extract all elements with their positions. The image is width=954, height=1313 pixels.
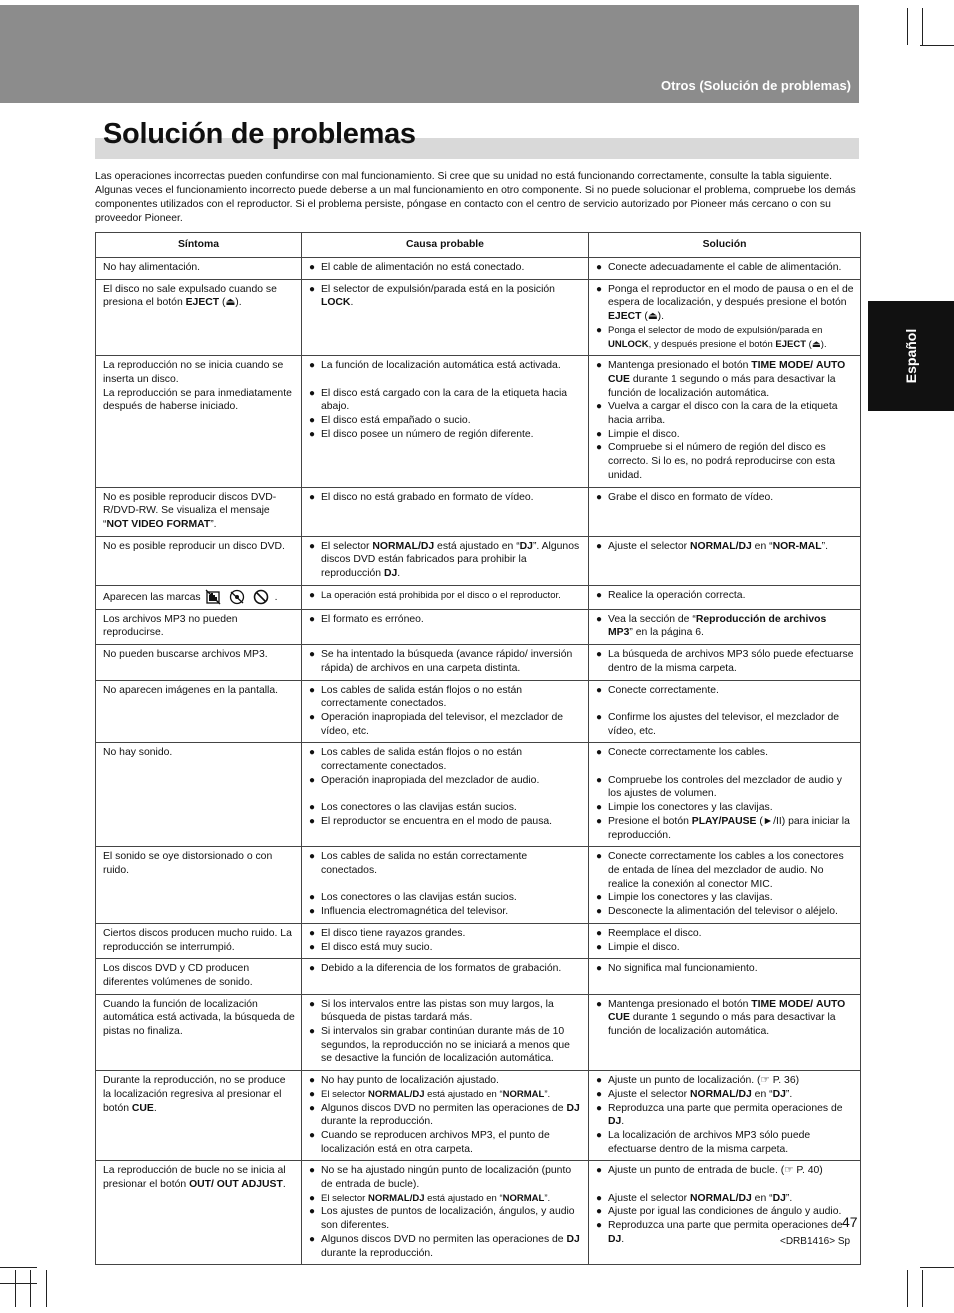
crop-mark bbox=[920, 1267, 954, 1268]
cause-cell bbox=[302, 645, 589, 680]
solution-item: ● Limpie los conectores y las clavijas. bbox=[596, 801, 854, 815]
solution-item: ● Limpie el disco. bbox=[596, 941, 854, 955]
solution-item: ● Desconecte la alimentación del televisor o aléjelo. bbox=[596, 905, 854, 919]
symptom-text: El disco no sale expulsado cuando se presiona el botón EJECT (⏏). bbox=[103, 283, 277, 309]
table-row bbox=[96, 585, 861, 609]
cause-list bbox=[309, 850, 582, 919]
solution-list bbox=[596, 283, 854, 352]
cause-item: ● Los conectores o las clavijas están sucios. bbox=[309, 891, 582, 905]
symptom-cell bbox=[96, 536, 302, 585]
language-tab-label: Español bbox=[903, 328, 919, 384]
table-row bbox=[96, 743, 861, 847]
cause-cell bbox=[302, 487, 589, 536]
cause-item: ● El disco está cargado con la cara de la etiqueta hacia abajo. bbox=[309, 387, 582, 414]
solution-list bbox=[596, 850, 854, 919]
table-row bbox=[96, 680, 861, 743]
section-title: Otros (Solución de problemas) bbox=[661, 78, 851, 93]
column-header: Síntoma bbox=[96, 233, 302, 258]
table-row bbox=[96, 959, 861, 994]
solution-item: ● Ajuste por igual las condiciones de ángulo y audio. bbox=[596, 1205, 854, 1219]
solution-item: ● Presione el botón PLAY/PAUSE (►/II) para iniciar la reproducción. bbox=[596, 815, 854, 842]
symptom-cell bbox=[96, 609, 302, 644]
solution-cell bbox=[589, 994, 861, 1071]
solution-cell bbox=[589, 585, 861, 609]
cause-item: ● La operación está prohibida por el disco o el reproductor. bbox=[309, 589, 582, 603]
cause-item: ● El cable de alimentación no está conectado. bbox=[309, 261, 582, 275]
solution-item: ● Mantenga presionado el botón TIME MODE/ AUTO CUE durante 1 segundo o más para desactivar la función de localización automática. bbox=[596, 359, 854, 400]
solution-list bbox=[596, 491, 854, 505]
crop-mark bbox=[46, 1270, 47, 1307]
table-row bbox=[96, 279, 861, 356]
cause-item: ● Si los intervalos entre las pistas son muy largos, la búsqueda de pistas tardará más. bbox=[309, 998, 582, 1025]
table-row bbox=[96, 847, 861, 924]
cause-list bbox=[309, 746, 582, 828]
cause-list bbox=[309, 1074, 582, 1156]
solution-list bbox=[596, 1164, 854, 1246]
symptom-text: La reproducción de bucle no se inicia al presionar el botón OUT/ OUT ADJUST. bbox=[103, 1165, 286, 1191]
intro-paragraph: Las operaciones incorrectas pueden confundirse con mal funcionamiento. Si cree que su unidad no está funcionando correctamente, consulte la tabla siguiente. Algunas veces el funcionamiento incorrecto puede deberse a un mal funcionamiento en otro componente. Si no puede solucionar el problema, compruebe los demás componentes utilizados con el reproductor. Si el problema persiste, póngase en contacto con el centro de servicio autorizado por Pioneer más cercano o con su proveedor Pioneer. bbox=[95, 171, 856, 224]
solution-item: ● Reproduzca una parte que permita operaciones de DJ. bbox=[596, 1219, 854, 1246]
solution-list bbox=[596, 684, 854, 739]
solution-item: ● Ajuste un punto de entrada de bucle. (☞ P. 40) bbox=[596, 1164, 854, 1178]
crop-mark bbox=[15, 1270, 16, 1307]
cause-item: ● El selector NORMAL/DJ está ajustado en “NORMAL”. bbox=[309, 1088, 582, 1102]
symptom-cell bbox=[96, 680, 302, 743]
symptom-cell bbox=[96, 847, 302, 924]
header-band bbox=[0, 5, 859, 103]
cause-list bbox=[309, 589, 582, 603]
cause-list bbox=[309, 540, 582, 581]
cause-item: ● Los conectores o las clavijas están sucios. bbox=[309, 801, 582, 815]
symptom-cell bbox=[96, 1071, 302, 1161]
cause-cell bbox=[302, 923, 589, 958]
cause-cell bbox=[302, 1161, 589, 1265]
solution-item: ● Conecte adecuadamente el cable de alimentación. bbox=[596, 261, 854, 275]
solution-item: ● Grabe el disco en formato de vídeo. bbox=[596, 491, 854, 505]
cause-item: ● Si intervalos sin grabar continúan durante más de 10 segundos, la reproducción no se iniciará a menos que se desactive la función de localización automática. bbox=[309, 1025, 582, 1066]
cause-item: ● No hay punto de localización ajustado. bbox=[309, 1074, 582, 1088]
crop-mark bbox=[922, 8, 923, 45]
solution-list bbox=[596, 746, 854, 842]
cause-list bbox=[309, 491, 582, 505]
table-row bbox=[96, 536, 861, 585]
table-row bbox=[96, 356, 861, 487]
column-header: Causa probable bbox=[302, 233, 589, 258]
crop-mark bbox=[0, 1283, 37, 1284]
solution-cell bbox=[589, 279, 861, 356]
table-row bbox=[96, 609, 861, 644]
table-row bbox=[96, 1161, 861, 1265]
crop-mark bbox=[907, 8, 908, 45]
symptom-text: La reproducción no se inicia cuando se inserta un disco. La reproducción se para inmediatamente después de haberse iniciado. bbox=[103, 360, 292, 413]
symptom-cell bbox=[96, 923, 302, 958]
cause-item: ● La función de localización automática está activada. bbox=[309, 359, 582, 373]
solution-cell bbox=[589, 680, 861, 743]
solution-item: ● Ponga el reproductor en el modo de pausa o en el de espera de localización, y después presione el botón EJECT (⏏). bbox=[596, 283, 854, 324]
solution-item: ● Limpie el disco. bbox=[596, 428, 854, 442]
symptom-cell bbox=[96, 487, 302, 536]
table-body bbox=[96, 258, 861, 1265]
symptom-cell bbox=[96, 645, 302, 680]
solution-cell bbox=[589, 743, 861, 847]
cause-item: ● Operación inapropiada del mezclador de audio. bbox=[309, 774, 582, 788]
cause-item: ● El disco está muy sucio. bbox=[309, 941, 582, 955]
solution-item: ● Conecte correctamente los cables a los conectores de entada de línea del mezclador de audio. No realice la conexión al conector MIC. bbox=[596, 850, 854, 891]
solution-cell bbox=[589, 1161, 861, 1265]
cause-list bbox=[309, 1164, 582, 1260]
table-row bbox=[96, 645, 861, 680]
troubleshooting-table bbox=[95, 232, 861, 1265]
cause-cell bbox=[302, 680, 589, 743]
cause-item: ● El selector NORMAL/DJ está ajustado en “NORMAL”. bbox=[309, 1192, 582, 1206]
cause-item: ● Los ajustes de puntos de localización, ángulos, y audio son diferentes. bbox=[309, 1205, 582, 1232]
solution-list bbox=[596, 962, 854, 976]
solution-list bbox=[596, 589, 854, 603]
cause-list bbox=[309, 962, 582, 976]
solution-item: ● Ajuste el selector NORMAL/DJ en “DJ”. bbox=[596, 1088, 854, 1102]
symptom-cell: Aparecen las marcas . bbox=[96, 585, 302, 609]
table-row bbox=[96, 258, 861, 280]
cause-list bbox=[309, 283, 582, 310]
cause-list bbox=[309, 998, 582, 1067]
solution-item: ● Ajuste el selector NORMAL/DJ en “NOR-MAL”. bbox=[596, 540, 854, 554]
symptom-text: No hay sonido. bbox=[103, 747, 173, 759]
cause-cell bbox=[302, 743, 589, 847]
solution-list bbox=[596, 359, 854, 482]
symptom-cell bbox=[96, 959, 302, 994]
solution-list bbox=[596, 998, 854, 1039]
symptom-text: Durante la reproducción, no se produce la localización regresiva al presionar el botón CUE. bbox=[103, 1075, 286, 1114]
page-number: 47 bbox=[842, 1214, 858, 1230]
prohibition-marks-icon bbox=[205, 589, 275, 605]
table-row bbox=[96, 1071, 861, 1161]
solution-cell bbox=[589, 959, 861, 994]
solution-cell bbox=[589, 356, 861, 487]
cause-cell bbox=[302, 536, 589, 585]
solution-item: ● Mantenga presionado el botón TIME MODE/ AUTO CUE durante 1 segundo o más para desactivar la función de localización automática. bbox=[596, 998, 854, 1039]
cause-item: ● Cuando se reproducen archivos MP3, el punto de localización está en otra carpeta. bbox=[309, 1129, 582, 1156]
symptom-cell bbox=[96, 258, 302, 280]
prohibited-icon bbox=[254, 590, 267, 603]
symptom-text: El sonido se oye distorsionado o con ruido. bbox=[103, 851, 273, 876]
cause-item: ● Se ha intentado la búsqueda (avance rápido/ inversión rápida) de archivos en una carpeta distinta. bbox=[309, 648, 582, 675]
cause-cell bbox=[302, 994, 589, 1071]
table-row bbox=[96, 923, 861, 958]
solution-item: ● Realice la operación correcta. bbox=[596, 589, 854, 603]
cause-item: ● El disco no está grabado en formato de vídeo. bbox=[309, 491, 582, 505]
symptom-cell bbox=[96, 1161, 302, 1265]
solution-item: ● Conecte correctamente. bbox=[596, 684, 854, 698]
cause-list bbox=[309, 684, 582, 739]
cause-item: ● El disco está empañado o sucio. bbox=[309, 414, 582, 428]
crop-mark bbox=[907, 1270, 908, 1307]
solution-list bbox=[596, 540, 854, 554]
cause-item: ● El selector NORMAL/DJ está ajustado en “DJ”. Algunos discos DVD están fabricados para prohibir la reproducción DJ. bbox=[309, 540, 582, 581]
solution-item: ● Ajuste el selector NORMAL/DJ en “DJ”. bbox=[596, 1192, 854, 1206]
cause-list bbox=[309, 927, 582, 954]
solution-item: ● Limpie los conectores y las clavijas. bbox=[596, 891, 854, 905]
cause-cell bbox=[302, 609, 589, 644]
symptom-text: No pueden buscarse archivos MP3. bbox=[103, 649, 268, 661]
solution-item: ● Ponga el selector de modo de expulsión/parada en UNLOCK, y después presione el botón EJECT (⏏). bbox=[596, 324, 854, 351]
solution-item: ● Confirme los ajustes del televisor, el mezclador de vídeo, etc. bbox=[596, 711, 854, 738]
cause-list bbox=[309, 613, 582, 627]
solution-cell bbox=[589, 258, 861, 280]
cause-cell bbox=[302, 356, 589, 487]
crop-mark bbox=[922, 1270, 923, 1307]
cause-cell bbox=[302, 585, 589, 609]
cause-cell bbox=[302, 847, 589, 924]
symptom-text: No aparecen imágenes en la pantalla. bbox=[103, 684, 279, 696]
cause-cell bbox=[302, 258, 589, 280]
cause-item: ● El disco posee un número de región diferente. bbox=[309, 428, 582, 442]
symptom-cell bbox=[96, 279, 302, 356]
cause-item: ● Algunos discos DVD no permiten las operaciones de DJ durante la reproducción. bbox=[309, 1102, 582, 1129]
cause-item: ● Algunos discos DVD no permiten las operaciones de DJ durante la reproducción. bbox=[309, 1233, 582, 1260]
symptom-text: Los archivos MP3 no pueden reproducirse. bbox=[103, 613, 238, 639]
cause-item: ● Influencia electromagnética del televisor. bbox=[309, 905, 582, 919]
solution-list bbox=[596, 261, 854, 275]
symptom-text: Aparecen las marcas bbox=[103, 591, 201, 603]
solution-cell bbox=[589, 536, 861, 585]
solution-item: ● La localización de archivos MP3 sólo puede efectuarse dentro de la misma carpeta. bbox=[596, 1129, 854, 1156]
disc-prohibited-icon bbox=[230, 590, 243, 603]
cause-list bbox=[309, 648, 582, 675]
symptom-text: No es posible reproducir discos DVD-R/DVD-RW. Se visualiza el mensaje “NOT VIDEO FORMAT”. bbox=[103, 491, 277, 530]
symptom-text: Los discos DVD y CD producen diferentes volúmenes de sonido. bbox=[103, 963, 253, 988]
solution-list bbox=[596, 613, 854, 640]
symptom-text: No es posible reproducir un disco DVD. bbox=[103, 540, 285, 552]
hand-prohibited-icon bbox=[206, 590, 220, 604]
cause-cell bbox=[302, 959, 589, 994]
cause-item: ● El selector de expulsión/parada está en la posición LOCK. bbox=[309, 283, 582, 310]
cause-item: ● El reproductor se encuentra en el modo de pausa. bbox=[309, 815, 582, 829]
solution-item: ● Compruebe si el número de región del disco es correcto. Si lo es, no podrá reproducirse con esta unidad. bbox=[596, 441, 854, 482]
table-row bbox=[96, 487, 861, 536]
cause-item: ● Debido a la diferencia de los formatos de grabación. bbox=[309, 962, 582, 976]
cause-item: ● Los cables de salida no están correctamente conectados. bbox=[309, 850, 582, 877]
solution-item: ● Vuelva a cargar el disco con la cara de la etiqueta hacia arriba. bbox=[596, 400, 854, 427]
cause-item: ● Los cables de salida están flojos o no están correctamente conectados. bbox=[309, 746, 582, 773]
solution-item: ● Conecte correctamente los cables. bbox=[596, 746, 854, 760]
crop-mark bbox=[920, 45, 954, 46]
solution-item: ● Compruebe los controles del mezclador de audio y los ajustes de volumen. bbox=[596, 774, 854, 801]
cause-item: ● Operación inapropiada del televisor, el mezclador de vídeo, etc. bbox=[309, 711, 582, 738]
solution-cell bbox=[589, 923, 861, 958]
page-title: Solución de problemas bbox=[103, 118, 416, 150]
cause-item: ● Los cables de salida están flojos o no están correctamente conectados. bbox=[309, 684, 582, 711]
symptom-text: No hay alimentación. bbox=[103, 262, 201, 273]
column-header: Solución bbox=[589, 233, 861, 258]
solution-item: ● No significa mal funcionamiento. bbox=[596, 962, 854, 976]
cause-cell bbox=[302, 279, 589, 356]
solution-cell bbox=[589, 487, 861, 536]
solution-item: ● Ajuste un punto de localización. (☞ P. 36) bbox=[596, 1074, 854, 1088]
solution-cell bbox=[589, 645, 861, 680]
table-row bbox=[96, 994, 861, 1071]
crop-mark bbox=[30, 1270, 31, 1307]
solution-item: ● Reproduzca una parte que permita operaciones de DJ. bbox=[596, 1102, 854, 1129]
cause-cell bbox=[302, 1071, 589, 1161]
solution-list bbox=[596, 927, 854, 954]
solution-item: ● La búsqueda de archivos MP3 sólo puede efectuarse dentro de la misma carpeta. bbox=[596, 648, 854, 675]
symptom-cell bbox=[96, 994, 302, 1071]
solution-cell bbox=[589, 1071, 861, 1161]
document-code: <DRB1416> Sp bbox=[780, 1236, 851, 1247]
cause-item: ● No se ha ajustado ningún punto de localización (punto de entrada de bucle). bbox=[309, 1164, 582, 1191]
solution-cell bbox=[589, 847, 861, 924]
symptom-text: Cuando la función de localización automática está activada, la búsqueda de pistas no finaliza. bbox=[103, 998, 295, 1038]
cause-item: ● El formato es erróneo. bbox=[309, 613, 582, 627]
cause-list bbox=[309, 359, 582, 441]
solution-cell bbox=[589, 609, 861, 644]
symptom-cell bbox=[96, 356, 302, 487]
solution-item: ● Reemplace el disco. bbox=[596, 927, 854, 941]
language-tab bbox=[868, 301, 954, 411]
table-header-row bbox=[96, 233, 861, 258]
solution-list bbox=[596, 1074, 854, 1156]
solution-list bbox=[596, 648, 854, 675]
cause-list bbox=[309, 261, 582, 275]
symptom-text: Ciertos discos producen mucho ruido. La reproducción se interrumpió. bbox=[103, 927, 292, 953]
cause-item: ● El disco tiene rayazos grandes. bbox=[309, 927, 582, 941]
solution-item: ● Vea la sección de “Reproducción de archivos MP3” en la página 6. bbox=[596, 613, 854, 640]
crop-mark bbox=[0, 1267, 37, 1268]
symptom-cell bbox=[96, 743, 302, 847]
